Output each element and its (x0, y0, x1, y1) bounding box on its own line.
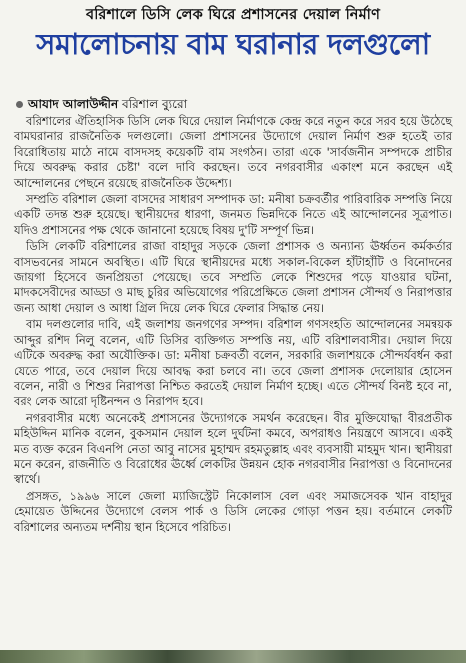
article-body (14, 114, 452, 536)
paragraph: সম্প্রতি বরিশাল জেলা বাসদের সাধারণ সম্পাদক ডা: মনীষা চক্রবর্তীর পারিবারিক সম্পত্তি নিয়ে একটি তদন্ত শুরু হয়েছে। স্থানীয়দের ধারণা, জনমত ভিন্নদিকে নিতে এই আন্দোলনের সূত্রপাত। যদিও প্রশাসনের পক্ষ থেকে জানানো হয়েছে বিষয় দু'টি সম্পূর্ণ ভিন্ন। (14, 192, 452, 237)
byline-author: আযাদ আলাউদ্দীন (28, 97, 119, 111)
byline-bureau: বরিশাল ব্যুরো (121, 97, 188, 111)
article-headline: সমালোচনায় বাম ঘরানার দলগুলো (36, 27, 430, 61)
article-kicker: বরিশালে ডিসি লেক ঘিরে প্রশাসনের দেয়াল নির্মাণ (85, 7, 381, 23)
byline (16, 96, 187, 116)
article-photo (0, 650, 466, 663)
paragraph: নগরবাসীর মধ্যে অনেকেই প্রশাসনের উদ্যোগকে সমর্থন করেছেন। বীর মুক্তিযোদ্ধা বীরপ্রতীক মহিউদ্দিন মানিক বলেন, বুকসমান দেয়াল হলে দুর্ঘটনা কমবে, অপরাধও নিয়ন্ত্রণে আসবে। একই মত ব্যক্ত করেন বিএনপি নেতা আবু নাসের মুহাম্মদ রহমতুল্লাহ এবং ব্যবসায়ী মাহমুদ খান। স্থানীয়রা মনে করেন, রাজনীতি ও বিরোধের ঊর্ধ্বে লেকটির উন্নয়ন হোক নগরবাসীর নিরাপত্তা ও বিনোদনের স্বার্থে। (14, 410, 452, 487)
paragraph: বাম দলগুলোর দাবি, এই জলাশয় জনগণের সম্পদ। বরিশাল গণসংহতি আন্দোলনের সমন্বয়ক আব্দুর রশিদ নিলু বলেন, এটি ডিসির ব্যক্তিগত সম্পত্তি নয়, এটি বরিশালবাসীর। দেয়াল দিয়ে এটিকে অবরুদ্ধ করা অযৌক্তিক। ডা: মনীষা চক্রবর্তী বলেন, সরকারি জলাশয়কে সৌন্দর্যবর্ধন করা যেতে পারে, তবে দেয়াল দিয়ে আবদ্ধ করা চলবে না। তবে জেলা প্রশাসক দেলোয়ার হোসেন বলেন, নারী ও শিশুর নিরাপত্তা নিশ্চিত করতেই দেয়াল নির্মাণ হচ্ছে। এতে সৌন্দর্য বিনষ্ট হবে না, বরং লেক আরো দৃষ্টিনন্দন ও নিরাপদ হবে। (14, 317, 452, 409)
paragraph: প্রসঙ্গত, ১৯৯৬ সালে জেলা ম্যাজিস্ট্রেট নিকোলাস বেল এবং সমাজসেবক খান বাহাদুর হেমায়েত উদ্দিনের উদ্যোগে বেলস পার্ক ও ডিসি লেকের গোড়া পত্তন হয়। বর্তমানে লেকটি বরিশালের অন্যতম দর্শনীয় স্থান হিসেবে পরিচিত। (14, 488, 452, 534)
paragraph: বরিশালের ঐতিহাসিক ডিসি লেক ঘিরে দেয়াল নির্মাণকে কেন্দ্র করে নতুন করে সরব হয়ে উঠেছে বামঘরানার রাজনৈতিক দলগুলো। জেলা প্রশাসনের উদ্যোগে দেয়াল নির্মাণ শুরু হতেই তার বিরোধিতায় মাঠে নামে বাসদসহ কয়েকটি বাম সংগঠন। তারা একে 'সার্বজনীন সম্পদকে প্রাচীর দিয়ে অবরুদ্ধ করার চেষ্টা' বলে দাবি করছেন। তবে নগরবাসীর একাংশ মনে করছেন এই আন্দোলনের পেছনে রয়েছে রাজনৈতিক উদ্দেশ্য। (14, 114, 452, 190)
paragraph: ডিসি লেকটি বরিশালের রাজা বাহাদুর সড়কে জেলা প্রশাসক ও অন্যান্য ঊর্ধ্বতন কর্মকর্তার বাসভবনের সামনে অবস্থিত। এটি ঘিরে স্থানীয়দের মধ্যে সকাল-বিকেল হাঁটাহাঁটি ও বিনোদনের জায়গা হিসেবে জনপ্রিয়তা পেয়েছে। তবে সম্প্রতি লেকে শিশুদের পড়ে যাওয়ার ঘটনা, মাদকসেবীদের আড্ডা ও মাছ চুরির অভিযোগের পরিপ্রেক্ষিতে জেলা প্রশাসন সৌন্দর্য ও নিরাপত্তার জন্য আধা দেয়াল ও আধা গ্রিল দিয়ে লেক ঘিরে ফেলার সিদ্ধান্ত নেয়। (14, 239, 452, 315)
bullet-icon (16, 101, 23, 108)
